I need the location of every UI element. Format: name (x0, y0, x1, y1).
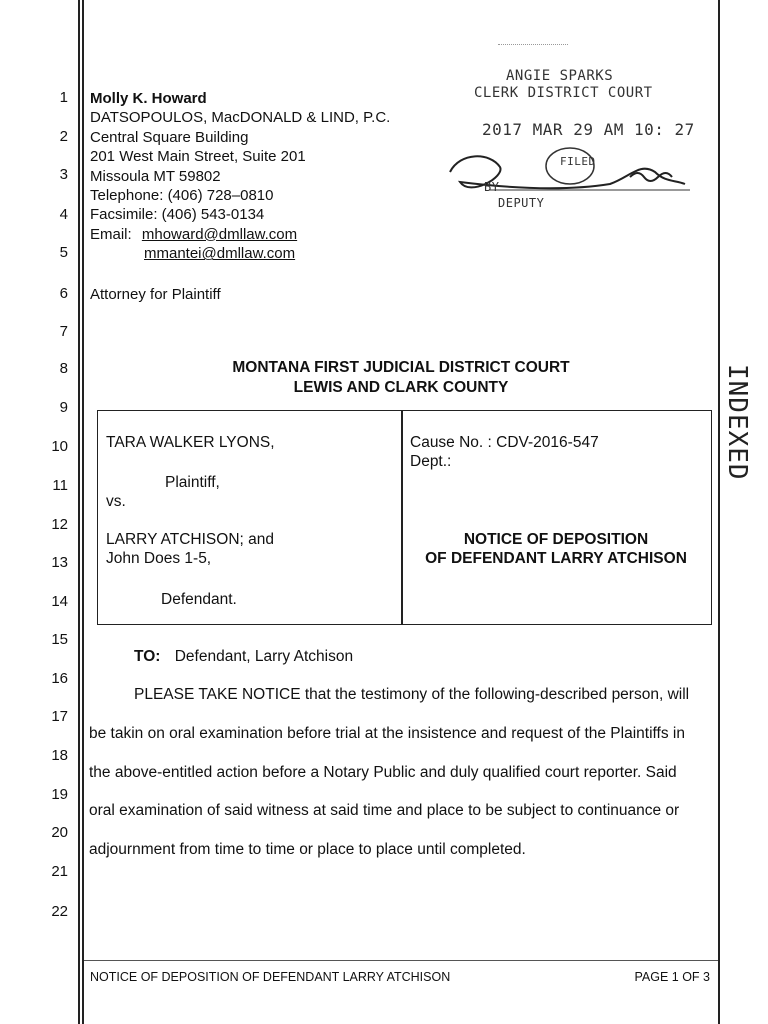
caption-divider (401, 411, 403, 624)
versus: vs. (106, 493, 126, 510)
line-number: 16 (51, 670, 68, 687)
line-number: 13 (51, 554, 68, 571)
plaintiff-name: TARA WALKER LYONS, (106, 434, 275, 451)
body-paragraph-line: the above-entitled action before a Notary Public and duly qualified court reporter. Said (89, 764, 677, 781)
attorney-role: Attorney for Plaintiff (90, 286, 221, 303)
to-line (134, 647, 353, 666)
right-margin-rule (718, 0, 720, 1024)
line-number: 9 (59, 399, 68, 416)
email-label: Email: (90, 225, 132, 243)
line-number: 21 (51, 863, 68, 880)
email-row-2 (90, 244, 430, 263)
court-name: MONTANA FIRST JUDICIAL DISTRICT COURT (232, 359, 570, 376)
signature (440, 142, 700, 212)
body-paragraph-line: oral examination of said witness at said time and place to be subject to continuance or (89, 802, 680, 819)
firm-name: DATSOPOULOS, MacDONALD & LIND, P.C. (90, 109, 391, 127)
footer-title: NOTICE OF DEPOSITION OF DEFENDANT LARRY ATCHISON (90, 970, 451, 984)
line-number: 1 (59, 89, 68, 106)
left-margin-rule-outer (78, 0, 80, 1024)
defendant-label: Defendant. (161, 591, 237, 608)
stamp-scribble (498, 44, 568, 57)
deputy-label: DEPUTY (498, 196, 545, 210)
footer-page: PAGE 1 OF 3 (634, 970, 710, 984)
email-row (90, 225, 430, 244)
attorney-name: Molly K. Howard (90, 90, 207, 107)
plaintiff-label: Plaintiff, (165, 474, 220, 491)
body-paragraph-line: adjournment from time to time or place to place until completed. (89, 841, 526, 858)
email-link-2[interactable]: mmantei@dmllaw.com (144, 245, 296, 263)
line-number: 14 (51, 593, 68, 610)
line-number: 19 (51, 786, 68, 803)
facsimile: Facsimile: (406) 543-0134 (90, 206, 265, 224)
city-state-zip: Missoula MT 59802 (90, 167, 221, 185)
line-number: 22 (51, 903, 68, 920)
email-link-1[interactable]: mhoward@dmllaw.com (141, 225, 298, 243)
street-address: 201 West Main Street, Suite 201 (90, 148, 306, 166)
indexed-stamp: INDEXED (722, 364, 752, 481)
department: Dept.: (410, 453, 452, 470)
line-number: 3 (59, 166, 68, 183)
line-number: 7 (59, 323, 68, 340)
to-label: TO: (134, 648, 161, 665)
defendant-name-1: LARRY ATCHISON; and (106, 531, 274, 548)
filed-label: FILED (560, 155, 596, 168)
line-number: 15 (51, 631, 68, 648)
body-paragraph-line: be takin on oral examination before trial at the insistence and request of the Plaintiffs in (89, 725, 685, 742)
cause-number: Cause No. : CDV-2016-547 (410, 434, 599, 451)
clerk-stamp (440, 44, 700, 214)
line-number: 10 (51, 438, 68, 455)
line-number: 17 (51, 708, 68, 725)
to-value: Defendant, Larry Atchison (174, 648, 354, 665)
document-title-line-1: NOTICE OF DEPOSITION (463, 531, 649, 548)
attorney-block (90, 89, 430, 264)
line-number: 18 (51, 747, 68, 764)
line-number: 6 (59, 285, 68, 302)
line-number: 11 (52, 477, 68, 494)
building: Central Square Building (90, 128, 249, 146)
clerk-title: CLERK DISTRICT COURT (474, 85, 653, 101)
line-number: 20 (51, 824, 68, 841)
left-margin-rule-inner (82, 0, 84, 1024)
document-title-line-2: OF DEFENDANT LARRY ATCHISON (425, 550, 687, 567)
clerk-name: ANGIE SPARKS (506, 68, 614, 84)
defendant-name-2: John Does 1-5, (106, 550, 212, 567)
line-number: 2 (59, 128, 68, 145)
line-number: 8 (59, 360, 68, 377)
footer-rule (84, 960, 718, 961)
line-number: 12 (51, 516, 68, 533)
line-number: 5 (59, 244, 68, 261)
by-label: BY (484, 180, 500, 194)
telephone: Telephone: (406) 728–0810 (90, 187, 274, 205)
filed-timestamp: 2017 MAR 29 AM 10: 27 (482, 120, 695, 139)
line-number: 4 (59, 206, 68, 223)
body-paragraph-line: PLEASE TAKE NOTICE that the testimony of the following-described person, will (134, 686, 690, 703)
court-county: LEWIS AND CLARK COUNTY (293, 379, 509, 396)
